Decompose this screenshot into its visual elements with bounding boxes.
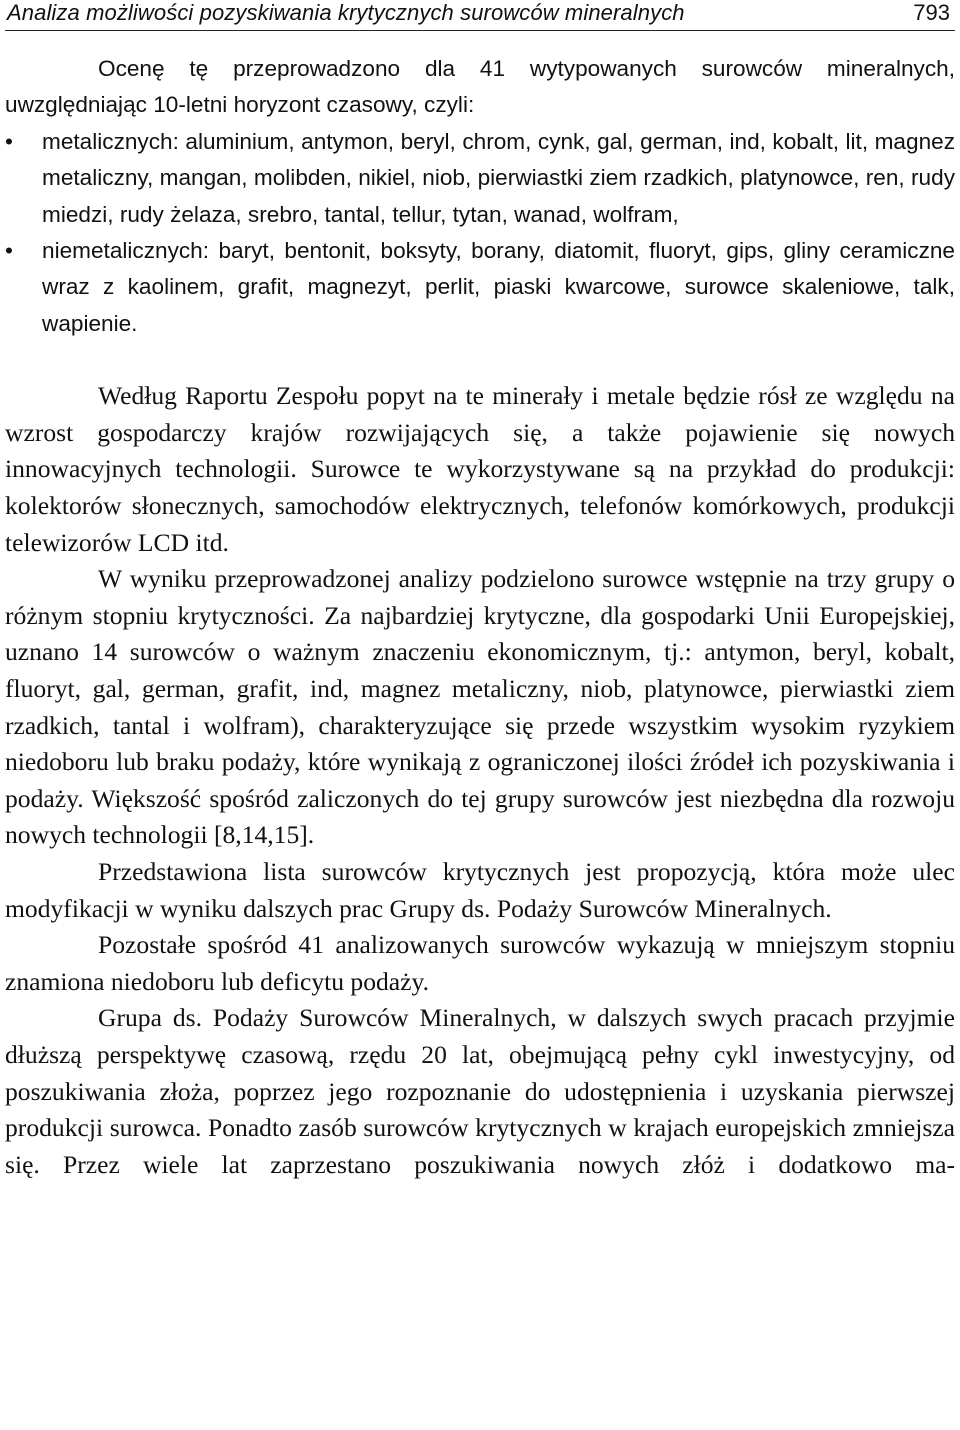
paragraph-perspective: Grupa ds. Podaży Surowców Mineralnych, w dalszych swych pracach przyjmie dłuższą perspektywę czasową, rzędu 20 lat, obejmującą pełny cykl inwestycyjny, od poszukiwania złoża, poprzez jego rozpoznanie do udostępnienia i uzyskania pierwszej produkcji surowca. Ponadto zasób surowców krytycznych w krajach europejskich zmniejsza się. Przez wiele lat zaprzestano poszukiwania nowych złóż i dodatkowo ma- [5, 1003, 955, 1179]
page-number: 793 [913, 0, 950, 25]
mineral-group-list [5, 124, 955, 342]
bullet-icon: • [5, 128, 13, 154]
running-header-title: Analiza możliwości pozyskiwania krytycznych surowców mineralnych [7, 0, 685, 25]
body-text [5, 378, 955, 1183]
list-item-metallic [5, 124, 955, 233]
paragraph-proposal: Przedstawiona lista surowców krytycznych jest propozycją, która może ulec modyfikacji w wyniku dalszych prac Grupy ds. Podaży Surowców Mineralnych. [5, 856, 955, 923]
criteria-section [5, 51, 955, 342]
paragraph-demand: Według Raportu Zespołu popyt na te minerały i metale będzie rósł ze względu na wzrost gospodarczy krajów rozwijających się, a także pojawienie się nowych innowacyjnych technologii. Surowce te wykorzystywane są na przykład do produkcji: kolektorów słonecznych, samochodów elektrycznych, telefonów komórkowych, produkcji telewizorów LCD itd. [5, 381, 955, 557]
paragraph-remaining: Pozostałe spośród 41 analizowanych surowców wykazują w mniejszym stopniu znamiona niedoboru lub deficytu podaży. [5, 930, 955, 996]
list-item-nonmetallic [5, 233, 955, 342]
list-item-text: metalicznych: aluminium, antymon, beryl, chrom, cynk, gal, german, ind, kobalt, lit, magnez metaliczny, mangan, molibden, nikiel, niob, pierwiastki ziem rzadkich, platynowce, ren, rudy miedzi, rudy żelaza, srebro, tantal, tellur, tytan, wanad, wolfram, [42, 128, 955, 227]
paragraph-critical-groups: W wyniku przeprowadzonej analizy podzielono surowce wstępnie na trzy grupy o różnym stopniu krytyczności. Za najbardziej krytyczne, dla gospodarki Unii Europejskiej, uznano 14 surowców o ważnym znaczeniu ekonomicznym, tj.: antymon, beryl, kobalt, fluoryt, gal, german, grafit, ind, magnez metaliczny, niob, platynowce, pierwiastki ziem rzadkich, tantal i wolfram), charakteryzujące się przede wszystkim wysokim ryzykiem niedoboru lub braku podaży, które wynikają z ograniczonej ilości źródeł ich pozyskiwania i podaży. Większość spośród zaliczonych do tej grupy surowców jest niezbędna dla rozwoju nowych technologii [8,14,15]. [5, 564, 955, 850]
running-header [5, 0, 955, 31]
list-item-text: niemetalicznych: baryt, bentonit, boksyty, borany, diatomit, fluoryt, gips, gliny ceramiczne wraz z kaolinem, grafit, magnezyt, perlit, piaski kwarcowe, surowce skaleniowe, talk, wapienie. [42, 238, 955, 336]
intro-paragraph: Ocenę tę przeprowadzono dla 41 wytypowanych surowców mineralnych, uwzględniając 10-letni horyzont czasowy, czyli: [5, 56, 955, 118]
bullet-icon: • [5, 238, 13, 264]
